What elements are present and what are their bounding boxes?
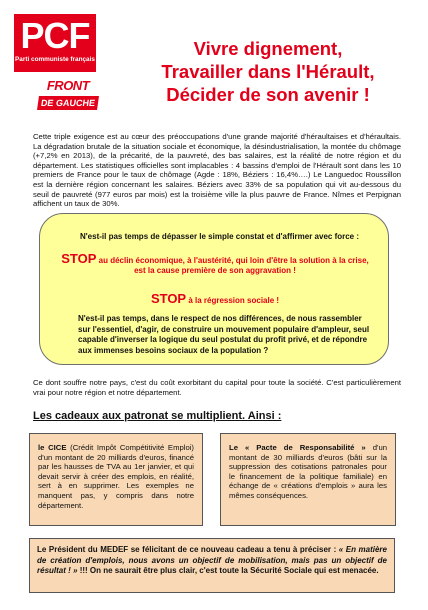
medef-quote-citation: « En matière de création d'emplois, nous avons un objectif de mobilisation, mais pas un objectif de résultat ! » <box>37 545 387 575</box>
pacte-lead: Le « Pacte de Responsabilité » <box>229 443 366 452</box>
medef-quote-intro: Le Président du MEDEF se félicitant de ce nouveau cadeau a tenu à préciser : <box>37 545 339 554</box>
fdg-logo-line1: FRONT <box>46 78 90 93</box>
title-line-2: Travailler dans l'Hérault, <box>161 61 375 82</box>
stop-keyword-1: STOP <box>61 251 97 266</box>
page-title <box>118 37 418 106</box>
medef-quote-box <box>29 538 395 593</box>
pcf-logo-subtitle: Parti communiste français <box>15 56 95 63</box>
pcf-logo-text: PCF <box>20 15 90 56</box>
stop-statement-1 <box>56 251 374 276</box>
pacte-text <box>229 443 387 501</box>
title-line-3: Décider de son avenir ! <box>166 84 370 105</box>
capital-cost-paragraph: Ce dont souffre notre pays, c'est du coût exorbitant du capital pour toute la société. C'est particulièrement vrai pour notre région et notre département. <box>33 378 401 397</box>
title-line-1: Vivre dignement, <box>193 38 343 59</box>
medef-quote-text <box>37 545 387 577</box>
stop-statement-2 <box>56 291 374 306</box>
cice-text <box>38 443 194 510</box>
cice-body: (Crédit Impôt Compétitivité Emploi) d'un montant de 20 milliards d'euros, financé par les hausses de TVA au 1er janvier, et qui devait servir à créer des emplois, en réalité, sert à en supprimer. Les exemples ne manquent pas, y compris dans notre département. <box>38 443 194 510</box>
front-de-gauche-logo <box>38 78 98 118</box>
stop-text-1: au déclin économique, à l'austérité, qui loin d'être la solution à la crise, est la cause première de son aggravation ! <box>96 256 369 275</box>
intro-paragraph: Cette triple exigence est au cœur des préoccupations d'une grande majorité d'héraultaises et d'héraultais. La dégradation brutale de la situation sociale et économique, la désindustrialisation, la montée du chômage (+7,2% en 2013), de la précarité, de la pauvreté, des bas salaires, est la réalité de notre région et du département. Les statistiques officielles sont implacables : 4 bassins d'emploi de l'Hérault sont dans les 10 premiers de France pour le taux de chômage (Agde : 18%, Béziers : 16,4%….) Le Languedoc Roussillon est la dernière région concernant les salaires. Béziers avec 33% de sa population qui vit au-dessous du seuil de pauvreté (977 euros par mois) est la troisième ville la plus pauvre de France. Nîmes et Perpignan affichent un taux de 30%. <box>33 132 401 209</box>
callout-bubble <box>39 213 389 365</box>
medef-quote-outro: !!! On ne saurait être plus clair, c'est toute la Sécurité Sociale qui est menacée. <box>77 566 379 575</box>
pacte-box <box>220 433 396 526</box>
section-title: Les cadeaux aux patronat se multiplient. Ainsi : <box>33 410 282 422</box>
stop-keyword-2: STOP <box>150 291 187 306</box>
callout-question-2: N'est-il pas temps, dans le respect de nos différences, de nous rassembler sur l'essentiel, d'agir, de construire un mouvement populaire d'ampleur, seul capable d'inverser la logique du seul postulat du profit privé, et de répondre aux immenses besoins sociaux de la population ? <box>78 314 370 355</box>
pcf-logo <box>14 14 96 72</box>
stop-text-2: à la régression sociale ! <box>186 296 280 305</box>
pacte-body: d'un montant de 30 milliards d'euros (bâti sur la suppression des cotisations patronales pour le financement de la politique familiale) en échange de « créations d'emplois » aura les mêmes conséquences. <box>229 443 387 500</box>
cice-box <box>29 433 203 526</box>
callout-question-1: N'est-il pas temps de dépasser le simple constat et d'affirmer avec force : <box>80 232 360 241</box>
fdg-logo-line2: DE GAUCHE <box>37 96 99 110</box>
cice-lead: le CICE <box>38 443 67 452</box>
